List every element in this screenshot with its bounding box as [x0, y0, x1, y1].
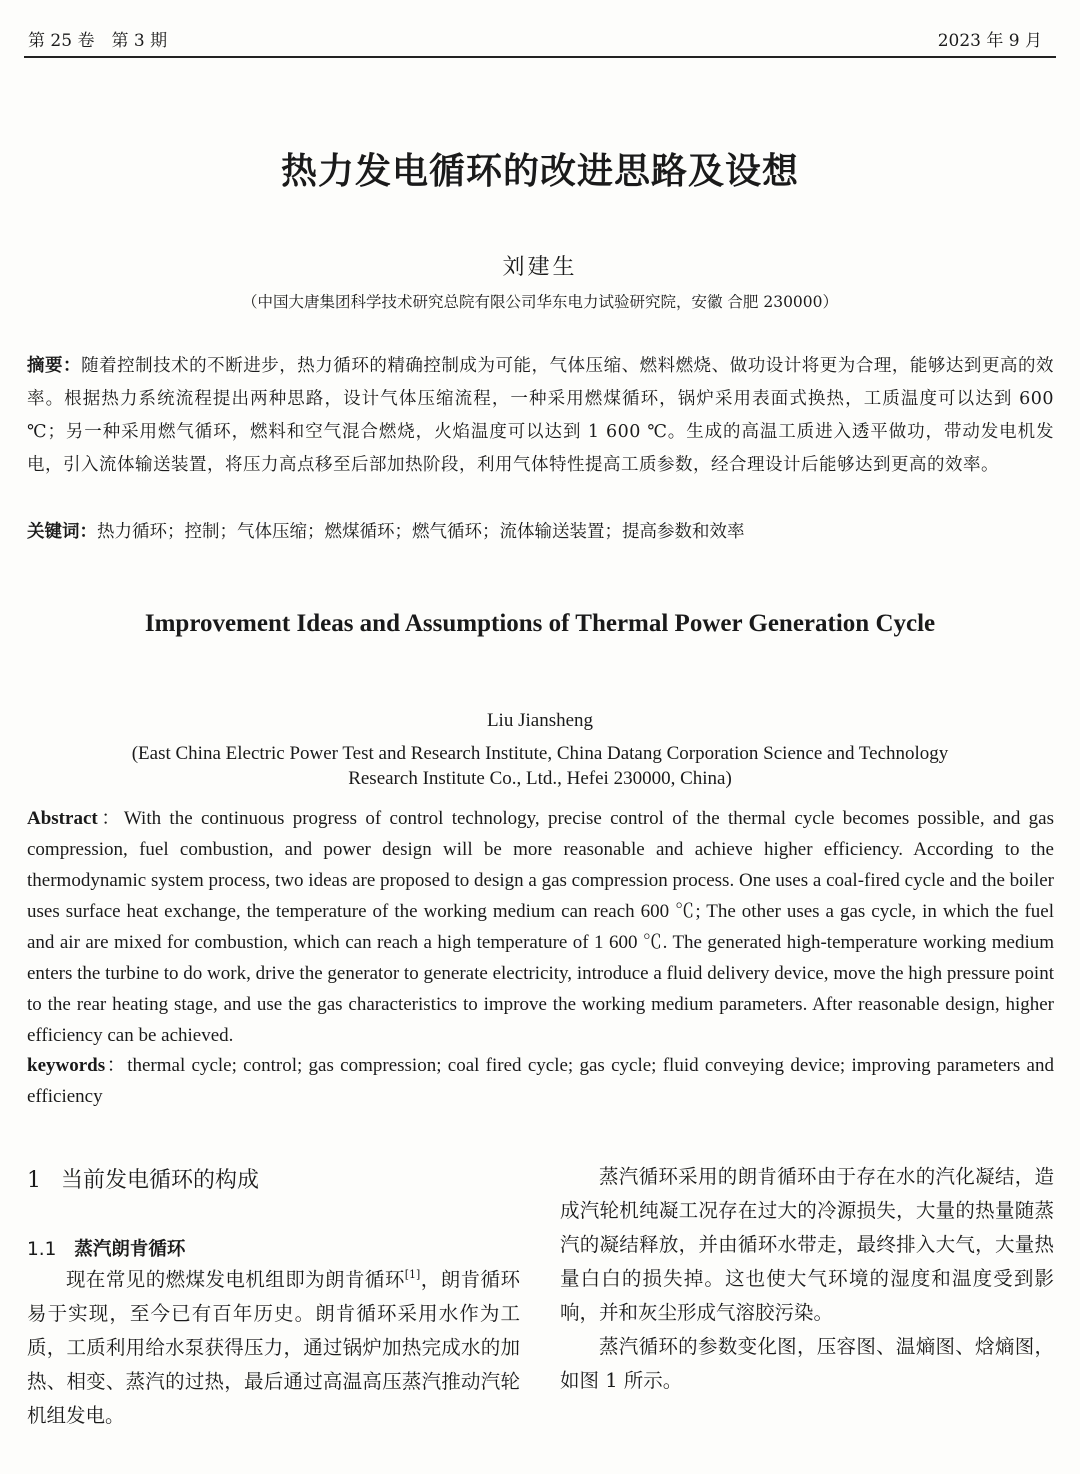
keywords-en — [27, 1050, 1054, 1112]
abstract-en — [27, 803, 1054, 1051]
paper-title-cn: 热力发电循环的改进思路及设想 — [280, 151, 799, 192]
affiliation-en — [90, 741, 990, 791]
affiliation-en-line2: Research Institute Co., Ltd., Hefei 230000, China) — [348, 768, 732, 789]
affiliation-cn: （中国大唐集团科学技术研究总院有限公司华东电力试验研究院，安徽 合肥 230000） — [241, 293, 839, 311]
author-en: Liu Jiansheng — [486, 710, 594, 731]
keywords-cn — [27, 516, 1054, 549]
paper-title-en: Improvement Ideas and Assumptions of Thermal Power Generation Cycle — [144, 610, 936, 637]
affiliation-en-line1: (East China Electric Power Test and Research Institute, China Datang Corporation Science and Technology — [131, 743, 949, 764]
journal-date: 2023 年 9 月 — [937, 31, 1042, 51]
keywords-en-colon: ： — [105, 1055, 128, 1076]
keywords-cn-label: 关键词： — [27, 522, 97, 542]
abstract-cn-text: 随着控制技术的不断进步，热力循环的精确控制成为可能，气体压缩、燃料燃烧、做功设计将更为合理，能够达到更高的效率。根据热力系统流程提出两种思路，设计气体压缩流程，一种采用燃煤循环，锅炉采用表面式换热，工质温度可以达到 600 ℃；另一种采用燃气循环，燃料和空气混合燃烧，火焰温度可以达到 1 600 ℃。生成的高温工质进入透平做功，带动发电机发电，引入流体输送装置，将压力高点移至后部加热阶段，利用气体特性提高工质参数，经合理设计后能够达到更高的效率。 — [27, 356, 1055, 475]
abstract-cn — [27, 350, 1054, 482]
left-p1-before: 现在常见的燃煤发电机组即为朗肯循环 — [66, 1268, 405, 1291]
left-column — [27, 1263, 520, 1433]
right-column — [560, 1160, 1054, 1398]
left-paragraph-1 — [27, 1263, 520, 1433]
section-1-1-number: 1.1 — [27, 1239, 57, 1260]
section-1-1-heading — [27, 1235, 185, 1261]
abstract-en-text: With the continuous progress of control technology, precise control of the thermal cycle becomes possible, and gas compression, fuel combustion, and power design will be more reasonable and achieve higher efficiency. According to the thermodynamic system process, two ideas are proposed to design a gas compression process. One uses a coal-fired cycle and the boiler uses surface heat exchange, the temperature of the working medium can reach 600 ℃; The other uses a gas cycle, in which the fuel and air are mixed for combustion, which can reach a high temperature of 1 600 ℃. The generated high-temperature working medium enters the turbine to do work, drive the generator to generate electricity, introduce a fluid delivery device, move the high pressure point to the rear heating stage, and use the gas characteristics to improve the working medium parameters. After reasonable design, higher efficiency can be achieved. — [27, 808, 1054, 1046]
abstract-en-colon: ： — [97, 808, 124, 829]
right-paragraph-2: 蒸汽循环的参数变化图，压容图、温熵图、焓熵图，如图 1 所示。 — [560, 1335, 1054, 1392]
section-1-title: 当前发电循环的构成 — [61, 1168, 260, 1193]
section-1-1-title: 蒸汽朗肯循环 — [74, 1239, 186, 1260]
keywords-en-label: keywords — [27, 1055, 106, 1076]
abstract-cn-label: 摘要： — [27, 356, 82, 376]
header-rule — [24, 56, 1056, 58]
journal-volume-issue: 第 25 卷 第 3 期 — [28, 31, 168, 51]
keywords-en-text: thermal cycle; control; gas compression; coal fired cycle; gas cycle; fluid conveying device; improving parameters and efficiency — [27, 1055, 1054, 1107]
section-1-number: 1 — [27, 1168, 41, 1193]
citation-ref[interactable]: [1] — [404, 1268, 421, 1281]
section-1-heading — [27, 1163, 259, 1194]
author-cn: 刘建生 — [502, 255, 578, 280]
abstract-en-label: Abstract — [27, 808, 98, 829]
left-p1-after: ，朗肯循环易于实现，至今已有百年历史。朗肯循环采用水作为工质，工质利用给水泵获得压力，通过锅炉加热完成水的加热、相变、蒸汽的过热，最后通过高温高压蒸汽推动汽轮机组发电。 — [27, 1268, 520, 1427]
keywords-cn-text: 热力循环；控制；气体压缩；燃煤循环；燃气循环；流体输送装置；提高参数和效率 — [97, 522, 745, 542]
right-paragraph-1: 蒸汽循环采用的朗肯循环由于存在水的汽化凝结，造成汽轮机纯凝工况存在过大的冷源损失，大量的热量随蒸汽的凝结释放，并由循环水带走，最终排入大气，大量热量白白的损失掉。这也使大气环境的湿度和温度受到影响，并和灰尘形成气溶胶污染。 — [560, 1165, 1054, 1324]
